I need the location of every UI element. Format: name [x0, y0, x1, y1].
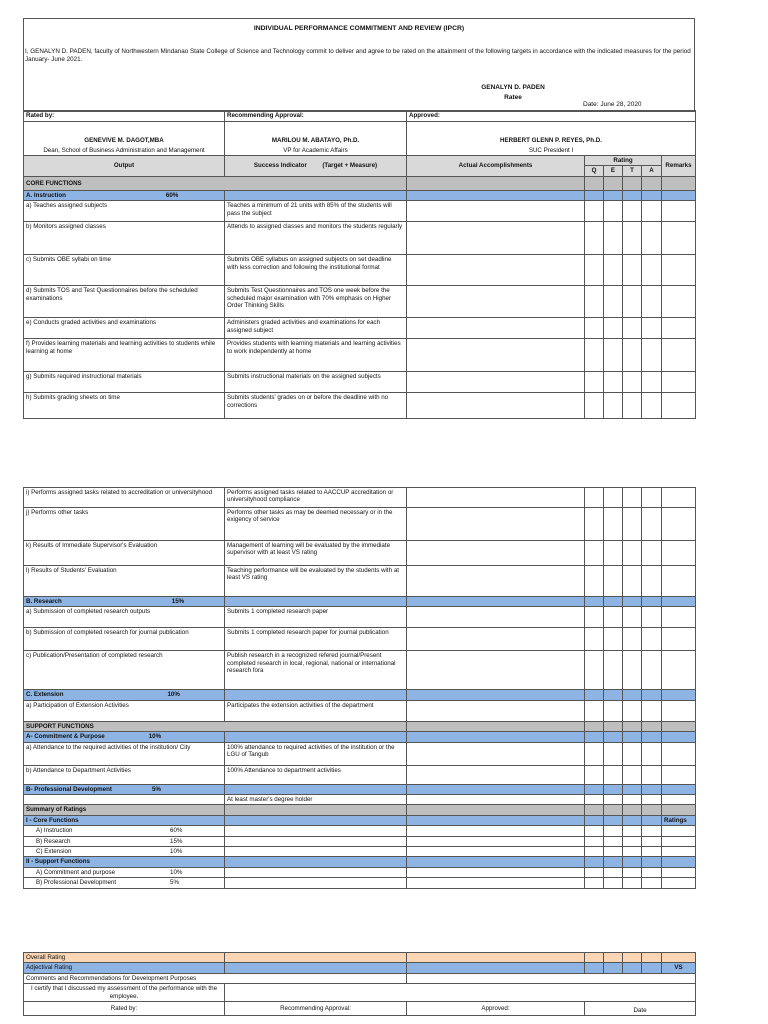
- col-a: A: [642, 166, 662, 176]
- summary-item-label: B) Research: [36, 837, 71, 845]
- output-cell: c) Submits OBE syllabi on time: [24, 255, 225, 286]
- rating-cell[interactable]: [662, 339, 696, 372]
- rating-cell[interactable]: [604, 651, 623, 690]
- summary-core-rows: [24, 826, 696, 857]
- accomplishment-cell[interactable]: [407, 393, 585, 419]
- rating-cell[interactable]: [604, 339, 623, 372]
- rating-cell[interactable]: [623, 878, 642, 888]
- rated-by-title: Dean, School of Business Administration and Management: [24, 146, 225, 156]
- rating-cell[interactable]: [604, 700, 623, 721]
- summary-item-label: B) Professional Development: [36, 879, 117, 887]
- table-row: [24, 566, 696, 597]
- indicator-cell: 100% attendance to required activities of the institution or the LGU of Tangub: [225, 742, 407, 765]
- table-row: [24, 255, 696, 286]
- rating-cell[interactable]: [662, 836, 696, 846]
- rating-cell[interactable]: [585, 566, 604, 597]
- profdev-indicator: At least master's degree holder: [225, 795, 407, 805]
- rating-cell[interactable]: [585, 847, 604, 857]
- rating-cell[interactable]: [642, 867, 662, 877]
- indicator-cell: Performs other tasks as may be deemed necessary or in the exigency of service: [225, 508, 407, 541]
- commitment-pct: 10%: [148, 733, 162, 741]
- rating-cell[interactable]: [623, 372, 642, 393]
- output-cell: b) Attendance to Department Activities: [24, 765, 225, 784]
- output-cell: a) Teaches assigned subjects: [24, 201, 225, 222]
- extension-pct: 10%: [167, 691, 180, 699]
- output-cell: a) Attendance to the required activities of the institution/ City: [24, 742, 225, 765]
- summary-ratings-label: Ratings: [662, 815, 696, 825]
- rating-cell[interactable]: [585, 826, 604, 836]
- summary-item: [24, 847, 225, 857]
- profdev-pct: 5%: [151, 785, 161, 793]
- rating-cell[interactable]: [623, 255, 642, 286]
- ipcr-table-part-2: [23, 487, 696, 889]
- rating-cell[interactable]: [604, 566, 623, 597]
- rating-cell[interactable]: [585, 836, 604, 846]
- accomplishment-cell[interactable]: [407, 651, 585, 690]
- rating-cell[interactable]: [604, 836, 623, 846]
- summary-item-pct: 10%: [170, 848, 183, 856]
- rating-cell[interactable]: [623, 566, 642, 597]
- rating-cell[interactable]: [585, 700, 604, 721]
- table-row: [24, 628, 696, 651]
- rating-cell[interactable]: [642, 836, 662, 846]
- rating-cell[interactable]: [662, 765, 696, 784]
- summary-row: [24, 867, 696, 877]
- rating-cell[interactable]: [585, 765, 604, 784]
- rating-cell[interactable]: [662, 607, 696, 628]
- table-row: [24, 393, 696, 419]
- col-success: [225, 156, 407, 177]
- summary-row: [24, 878, 696, 888]
- research-label: B. Research: [26, 598, 62, 605]
- summary-item-pct: 15%: [170, 837, 183, 845]
- indicator-cell: Participates the extension activities of the department: [225, 700, 407, 721]
- rating-cell[interactable]: [585, 742, 604, 765]
- output-cell: b) Submission of completed research for journal publication: [24, 628, 225, 651]
- rating-cell[interactable]: [585, 508, 604, 541]
- indicator-cell: Teaching performance will be evaluated by the students with at least VS rating: [225, 566, 407, 597]
- rating-cell[interactable]: [642, 847, 662, 857]
- rating-cell[interactable]: [662, 255, 696, 286]
- rating-cell[interactable]: [623, 765, 642, 784]
- indicator-cell: Attends to assigned classes and monitors the students regularly: [225, 222, 407, 255]
- summary-support-heading: II - Support Functions: [24, 857, 225, 867]
- output-cell: a) Submission of completed research outputs: [24, 607, 225, 628]
- col-output: Output: [24, 156, 225, 177]
- accomplishment-cell[interactable]: [407, 488, 585, 508]
- table-row: [24, 700, 696, 721]
- rating-cell[interactable]: [623, 201, 642, 222]
- table-row: [24, 488, 696, 508]
- indicator-cell: Performs assigned tasks related to AACCUP accreditation or universityhood compliance: [225, 488, 407, 508]
- indicator-cell: Submits students' grades on or before the deadline with no corrections: [225, 393, 407, 419]
- col-remarks: Remarks: [662, 156, 696, 177]
- rating-cell[interactable]: [623, 393, 642, 419]
- rating-cell[interactable]: [662, 541, 696, 566]
- research-rows: [24, 607, 696, 690]
- final-rated-by: Rated by:: [24, 1002, 225, 1016]
- col-success-label: Success Indicator: [253, 162, 307, 170]
- overall-rating-label: Overall Rating: [24, 953, 225, 963]
- form-date: Date: June 28, 2020: [583, 101, 642, 108]
- recommending-name: MARILOU M. ABATAYO, Ph.D.: [225, 122, 407, 146]
- rating-cell[interactable]: [623, 826, 642, 836]
- rating-cell[interactable]: [623, 222, 642, 255]
- rating-cell[interactable]: [623, 488, 642, 508]
- title-box: [23, 18, 695, 112]
- rating-cell[interactable]: [662, 488, 696, 508]
- rating-cell[interactable]: [642, 508, 662, 541]
- rating-cell[interactable]: [642, 607, 662, 628]
- rating-cell[interactable]: [662, 508, 696, 541]
- rating-cell[interactable]: [662, 867, 696, 877]
- table-row: [24, 222, 696, 255]
- accomplishment-cell[interactable]: [407, 607, 585, 628]
- research-heading: [24, 597, 225, 607]
- table-row: [24, 286, 696, 318]
- rating-cell[interactable]: [604, 372, 623, 393]
- rating-cell[interactable]: [642, 566, 662, 597]
- output-cell: l) Results of Students' Evaluation: [24, 566, 225, 597]
- rating-cell[interactable]: [623, 607, 642, 628]
- accomplishment-cell[interactable]: [407, 541, 585, 566]
- col-target-label: (Target + Measure): [322, 162, 378, 170]
- summary-item-pct: 60%: [170, 827, 183, 835]
- col-q: Q: [585, 166, 604, 176]
- instruction-rows: [24, 201, 696, 419]
- rating-cell[interactable]: [642, 222, 662, 255]
- accomplishment-cell[interactable]: [407, 318, 585, 339]
- summary-item: [24, 826, 225, 836]
- rating-cell[interactable]: [623, 700, 642, 721]
- rating-cell[interactable]: [604, 628, 623, 651]
- summary-row: [24, 836, 696, 846]
- accomplishment-cell[interactable]: [407, 765, 585, 784]
- rating-cell[interactable]: [604, 222, 623, 255]
- indicator-cell: Submits instructional materials on the assigned subjects: [225, 372, 407, 393]
- rating-cell[interactable]: [585, 607, 604, 628]
- table-row: [24, 651, 696, 690]
- rating-cell[interactable]: [662, 847, 696, 857]
- summary-item-label: A) Instruction: [36, 827, 73, 835]
- rating-cell[interactable]: [623, 651, 642, 690]
- rating-cell[interactable]: [623, 847, 642, 857]
- accomplishment-cell[interactable]: [407, 255, 585, 286]
- output-cell: i) Performs assigned tasks related to accreditation or universityhood: [24, 488, 225, 508]
- rating-cell[interactable]: [604, 847, 623, 857]
- summary-row: [24, 847, 696, 857]
- indicator-cell: Provides students with learning materials and learning activities to work independently at home: [225, 339, 407, 372]
- summary-core-heading: I - Core Functions: [24, 815, 225, 825]
- final-date: Date: [585, 1002, 696, 1016]
- summary-item: [24, 878, 225, 888]
- indicator-cell: Submits OBE syllabus on assigned subjects on set deadline with less correction and following the institutional format: [225, 255, 407, 286]
- indicator-cell: Submits 1 completed research paper for journal publication: [225, 628, 407, 651]
- rated-by-name: GENEVIVE M. DAGOT,MBA: [24, 122, 225, 146]
- support-rows: [24, 742, 696, 784]
- rating-cell[interactable]: [642, 700, 662, 721]
- rating-cell[interactable]: [585, 488, 604, 508]
- accomplishment-cell[interactable]: [407, 700, 585, 721]
- table-row: [24, 607, 696, 628]
- table-row: [24, 201, 696, 222]
- indicator-cell: 100% Attendance to department activities: [225, 765, 407, 784]
- rating-cell[interactable]: [585, 628, 604, 651]
- table-row: [24, 541, 696, 566]
- rating-cell[interactable]: [604, 201, 623, 222]
- rating-cell[interactable]: [642, 255, 662, 286]
- rating-cell[interactable]: [642, 651, 662, 690]
- rating-cell[interactable]: [585, 867, 604, 877]
- rating-cell[interactable]: [604, 508, 623, 541]
- output-cell: d) Submits TOS and Test Questionnaires before the scheduled examinations: [24, 286, 225, 318]
- rating-cell[interactable]: [585, 339, 604, 372]
- recommending-label: Recommending Approval:: [225, 111, 407, 122]
- rating-cell[interactable]: [662, 628, 696, 651]
- rating-cell[interactable]: [585, 255, 604, 286]
- rating-cell[interactable]: [585, 541, 604, 566]
- summary-support-rows: [24, 867, 696, 888]
- rating-cell[interactable]: [642, 878, 662, 888]
- col-t: T: [623, 166, 642, 176]
- rating-cell[interactable]: [662, 566, 696, 597]
- accomplishment-cell[interactable]: [407, 742, 585, 765]
- accomplishment-cell[interactable]: [407, 372, 585, 393]
- rating-cell[interactable]: [604, 742, 623, 765]
- rating-cell[interactable]: [623, 286, 642, 318]
- rating-cell[interactable]: [642, 201, 662, 222]
- rating-cell[interactable]: [604, 765, 623, 784]
- col-actual: Actual Accomplishments: [407, 156, 585, 177]
- rating-cell[interactable]: [642, 742, 662, 765]
- rating-cell[interactable]: [604, 393, 623, 419]
- rating-cell[interactable]: [585, 651, 604, 690]
- summary-heading: Summary of Ratings: [24, 805, 225, 815]
- commitment-text: I, GENALYN D. PADEN, faculty of Northwestern Mindanao State College of Science and Technology commit to deliver and agree to be rated on the attainment of the following targets in accordance with the indicated measures for the period January- June 2021.: [25, 48, 691, 63]
- rating-cell[interactable]: [662, 826, 696, 836]
- rating-cell[interactable]: [604, 255, 623, 286]
- core-functions-heading: CORE FUNCTIONS: [24, 176, 407, 190]
- rating-cell[interactable]: [662, 393, 696, 419]
- rating-cell[interactable]: [662, 372, 696, 393]
- rating-cell[interactable]: [642, 628, 662, 651]
- rating-cell[interactable]: [604, 878, 623, 888]
- profdev-label: B- Professional Development: [26, 785, 112, 793]
- rating-cell[interactable]: [623, 836, 642, 846]
- indicator-cell: Management of learning will be evaluated by the immediate supervisor with at least VS rating: [225, 541, 407, 566]
- rating-cell[interactable]: [604, 488, 623, 508]
- instruction-label: A. Instruction: [26, 191, 66, 199]
- output-cell: c) Publication/Presentation of completed research: [24, 651, 225, 690]
- instruction-rows-continued: [24, 488, 696, 597]
- form-title: INDIVIDUAL PERFORMANCE COMMITMENT AND REVIEW (IPCR): [253, 25, 465, 32]
- accomplishment-cell[interactable]: [407, 201, 585, 222]
- rating-cell[interactable]: [642, 393, 662, 419]
- rating-cell[interactable]: [662, 222, 696, 255]
- signatory-table: [23, 110, 696, 156]
- final-recommending: Recommending Approval:: [225, 1002, 407, 1016]
- rating-cell[interactable]: [585, 222, 604, 255]
- output-cell: j) Performs other tasks: [24, 508, 225, 541]
- summary-item: [24, 836, 225, 846]
- rated-by-label: Rated by:: [24, 111, 225, 122]
- rating-cell[interactable]: [662, 318, 696, 339]
- table-row: [24, 765, 696, 784]
- summary-item-pct: 5%: [170, 879, 179, 887]
- rating-cell[interactable]: [642, 541, 662, 566]
- rating-cell[interactable]: [662, 286, 696, 318]
- output-cell: h) Submits grading sheets on time: [24, 393, 225, 419]
- ipcr-table-part-1: [23, 155, 696, 419]
- table-row: [24, 742, 696, 765]
- rating-cell[interactable]: [585, 878, 604, 888]
- rating-cell[interactable]: [662, 742, 696, 765]
- summary-item: [24, 867, 225, 877]
- col-e: E: [604, 166, 623, 176]
- instruction-heading: [24, 190, 225, 200]
- rating-cell[interactable]: [604, 826, 623, 836]
- indicator-cell: Publish research in a recognized refered journal/Present completed research in local, regional, national or international research fora: [225, 651, 407, 690]
- rating-cell[interactable]: [623, 541, 642, 566]
- rating-cell[interactable]: [642, 826, 662, 836]
- indicator-cell: Submits 1 completed research paper: [225, 607, 407, 628]
- table-row: [24, 318, 696, 339]
- indicator-cell: Teaches a minimum of 21 units with 85% of the students will pass the subject: [225, 201, 407, 222]
- approved-name: HERBERT GLENN P. REYES, Ph.D.: [407, 122, 696, 146]
- table-row: [24, 372, 696, 393]
- approved-label: Approved:: [407, 111, 696, 122]
- rating-cell[interactable]: [662, 700, 696, 721]
- ratee-name: GENALYN D. PADEN: [481, 84, 545, 91]
- instruction-pct: 60%: [165, 191, 179, 199]
- rating-cell[interactable]: [662, 201, 696, 222]
- rating-cell[interactable]: [642, 372, 662, 393]
- comments-label: Comments and Recommendations for Development Purposes: [24, 973, 407, 983]
- rating-cell[interactable]: [642, 286, 662, 318]
- rating-cell[interactable]: [623, 318, 642, 339]
- ratee-label: Ratee: [504, 94, 522, 101]
- rating-cell[interactable]: [642, 488, 662, 508]
- summary-item-pct: 10%: [170, 868, 183, 876]
- rating-cell[interactable]: [604, 607, 623, 628]
- accomplishment-cell[interactable]: [407, 566, 585, 597]
- rating-cell[interactable]: [623, 742, 642, 765]
- rating-cell[interactable]: [604, 286, 623, 318]
- rating-cell[interactable]: [642, 339, 662, 372]
- summary-item-label: C) Extension: [36, 848, 72, 856]
- adjectival-rating-label: Adjectival Rating: [24, 963, 225, 973]
- final-rating-table: [23, 952, 696, 1016]
- adjectival-rating-value: VS: [662, 963, 696, 973]
- rating-cell[interactable]: [642, 318, 662, 339]
- rating-cell[interactable]: [642, 765, 662, 784]
- output-cell: f) Provides learning materials and learning activities to students while learning at home: [24, 339, 225, 372]
- rating-cell[interactable]: [623, 867, 642, 877]
- summary-item-label: A) Commitment and purpose: [36, 868, 116, 876]
- rating-cell[interactable]: [604, 318, 623, 339]
- output-cell: g) Submits required instructional materials: [24, 372, 225, 393]
- output-cell: e) Conducts graded activities and examinations: [24, 318, 225, 339]
- rating-cell[interactable]: [604, 541, 623, 566]
- accomplishment-cell[interactable]: [407, 628, 585, 651]
- extension-rows: [24, 700, 696, 721]
- output-cell: k) Results of Immediate Supervisor's Evaluation: [24, 541, 225, 566]
- certify-text: I certify that I discussed my assessment of the performance with the employee.: [24, 984, 225, 1002]
- output-cell: b) Monitors assigned classes: [24, 222, 225, 255]
- extension-heading: [24, 690, 225, 700]
- rating-cell[interactable]: [585, 372, 604, 393]
- col-rating: Rating: [585, 156, 662, 166]
- accomplishment-cell[interactable]: [407, 286, 585, 318]
- accomplishment-cell[interactable]: [407, 339, 585, 372]
- extension-label: C. Extension: [26, 691, 64, 699]
- rating-cell[interactable]: [623, 508, 642, 541]
- rating-cell[interactable]: [585, 393, 604, 419]
- support-functions-heading: SUPPORT FUNCTIONS: [24, 721, 407, 731]
- accomplishment-cell[interactable]: [407, 222, 585, 255]
- accomplishment-cell[interactable]: [407, 508, 585, 541]
- research-pct: 15%: [171, 598, 185, 605]
- indicator-cell: Submits Test Questionnaires and TOS one week before the scheduled major examination with 70% emphasis on Higher Order Thinking Skills: [225, 286, 407, 318]
- commitment-heading: [24, 732, 225, 742]
- indicator-cell: Administers graded activities and examinations for each assigned subject: [225, 318, 407, 339]
- approved-title: SUC President I: [407, 146, 696, 156]
- output-cell: a) Participation of Extension Activities: [24, 700, 225, 721]
- table-row: [24, 508, 696, 541]
- rating-cell[interactable]: [585, 286, 604, 318]
- rating-cell[interactable]: [623, 628, 642, 651]
- rating-cell[interactable]: [623, 339, 642, 372]
- rating-cell[interactable]: [662, 878, 696, 888]
- rating-cell[interactable]: [585, 318, 604, 339]
- table-row: [24, 339, 696, 372]
- summary-row: [24, 826, 696, 836]
- rating-cell[interactable]: [662, 651, 696, 690]
- profdev-heading: [24, 784, 225, 794]
- recommending-title: VP for Academic Affairs: [225, 146, 407, 156]
- final-approved: Approved:: [407, 1002, 585, 1016]
- commitment-label: A- Commitment & Purpose: [26, 733, 105, 741]
- rating-cell[interactable]: [585, 201, 604, 222]
- rating-cell[interactable]: [604, 867, 623, 877]
